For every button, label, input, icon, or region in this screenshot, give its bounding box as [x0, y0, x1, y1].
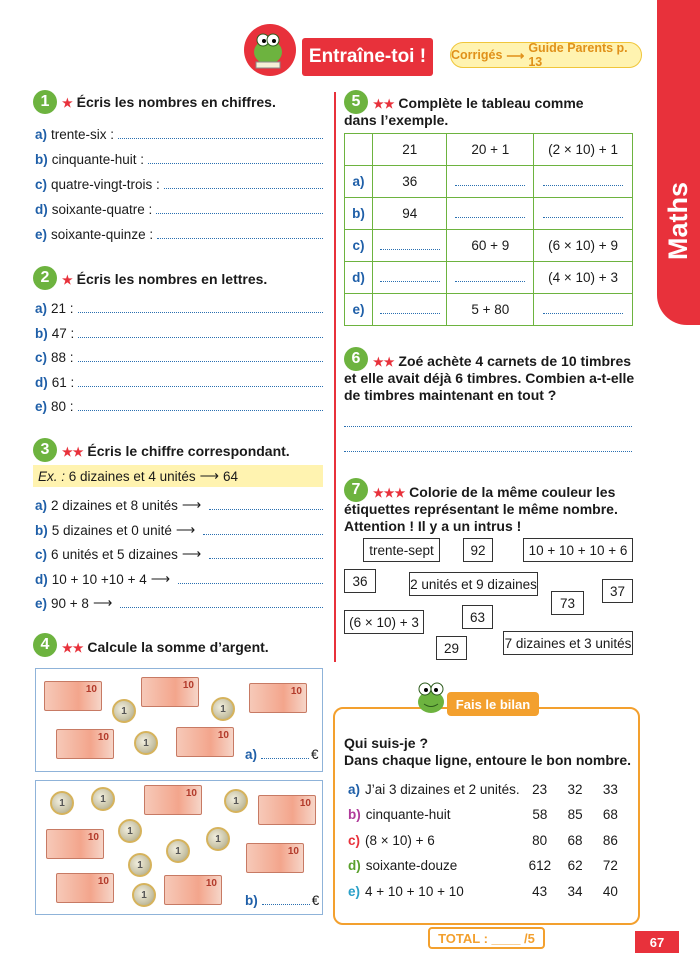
item-text: soixante-quinze :: [51, 227, 154, 242]
corriges-link[interactable]: [450, 42, 642, 68]
item-text: 2 dizaines et 8 unités: [51, 498, 178, 513]
ex3-number-badge: 3: [33, 438, 57, 462]
item-letter: c): [35, 177, 48, 192]
star-icon: ★★: [62, 445, 84, 459]
option-number[interactable]: 80: [532, 832, 548, 848]
label-tag[interactable]: 10 + 10 + 10 + 6: [523, 538, 633, 562]
ex7-line2: étiquettes représentant le même nombre.: [344, 501, 618, 517]
ex3-list: [35, 495, 323, 611]
table-cell: (6 × 10) + 9: [534, 230, 633, 262]
star-icon: ★★: [373, 97, 395, 111]
ex2-item: [35, 298, 323, 316]
frog-mascot-icon: [238, 18, 298, 78]
table-answer-cell[interactable]: [373, 294, 447, 326]
item-letter: a): [35, 127, 48, 142]
row-label: c): [345, 230, 373, 262]
coin-1-euro-icon: 1: [224, 789, 248, 813]
label-tag[interactable]: 36: [344, 569, 376, 593]
money-box-a: [35, 668, 323, 772]
coin-1-euro-icon: 1: [128, 853, 152, 877]
arrow-right-icon: ⟶: [175, 521, 196, 537]
item-letter: c): [35, 547, 48, 562]
ex2-item: [35, 347, 323, 365]
option-number[interactable]: 68: [567, 832, 583, 848]
coin-1-euro-icon: 1: [134, 731, 158, 755]
item-letter: e): [35, 596, 48, 611]
table-cell: (4 × 10) + 3: [534, 262, 633, 294]
arrow-right-icon: ⟶: [181, 497, 202, 512]
bilan-row: [348, 856, 628, 876]
currency-symbol: €: [311, 893, 320, 908]
row-label: d): [345, 262, 373, 294]
table-header-cell: (2 × 10) + 1: [534, 134, 633, 166]
star-icon: ★: [62, 273, 73, 287]
table-row: [345, 294, 633, 326]
row-label: b): [345, 198, 373, 230]
banknote-10-icon: [246, 843, 304, 873]
table-row: [345, 198, 633, 230]
star-icon: ★★: [62, 641, 84, 655]
answer-field[interactable]: [178, 583, 323, 584]
option-number[interactable]: 68: [602, 807, 618, 822]
row-text: 4 + 10 + 10 + 10: [365, 883, 464, 899]
table-cell: 36: [373, 166, 447, 198]
answer-field[interactable]: [148, 163, 323, 164]
answer-field[interactable]: [120, 607, 323, 608]
item-letter: d): [35, 374, 48, 390]
ex5-title-line2: dans l’exemple.: [344, 112, 449, 128]
ex5-title: [373, 95, 584, 113]
ex3-item: [35, 593, 323, 611]
ex3-item: [35, 569, 323, 587]
star-icon: ★: [62, 96, 73, 110]
item-letter: d): [35, 202, 48, 217]
option-number[interactable]: 43: [532, 883, 548, 899]
ex1-title: [62, 94, 276, 112]
table-answer-cell[interactable]: [534, 198, 633, 230]
item-letter: c): [35, 350, 48, 365]
table-row: [345, 262, 633, 294]
banknote-10-icon: [249, 683, 307, 713]
label-tag[interactable]: 73: [551, 591, 584, 615]
ex3-item: [35, 495, 323, 513]
ex7-number-badge: 7: [344, 478, 368, 502]
table-row: [345, 166, 633, 198]
ex7-line3: Attention ! Il y a un intrus !: [344, 518, 522, 534]
row-text: cinquante-huit: [365, 807, 451, 822]
ex1-item: [35, 199, 323, 217]
coin-1-euro-icon: 1: [166, 839, 190, 863]
ex1-number-badge: 1: [33, 90, 57, 114]
ex3-title: [62, 443, 290, 461]
ex2-title: [62, 271, 267, 289]
banknote-10-icon: [258, 795, 316, 825]
item-text: 80 :: [51, 399, 74, 414]
coin-1-euro-icon: 1: [112, 699, 136, 723]
banknote-10-icon: [56, 729, 114, 759]
answer-field[interactable]: [78, 312, 323, 313]
ex7-line1: [373, 484, 615, 502]
banknote-10-icon: [176, 727, 234, 757]
ex5-title-line1: Complète le tableau comme: [398, 95, 584, 111]
table-answer-cell[interactable]: [534, 294, 633, 326]
item-text: 10 + 10 +10 + 4: [51, 571, 147, 587]
banknote-10-icon: [56, 873, 114, 903]
ex6-line3: de timbres maintenant en tout ?: [344, 387, 557, 403]
currency-symbol: €: [311, 747, 319, 762]
table-answer-cell[interactable]: [447, 166, 534, 198]
ex2-item: [35, 396, 323, 414]
ex1-list: [35, 124, 323, 242]
table-answer-cell[interactable]: [447, 262, 534, 294]
answer-field[interactable]: [78, 337, 323, 338]
corriges-target: Guide Parents p. 13: [528, 41, 628, 69]
ex3-item: [35, 520, 323, 538]
star-icon: ★★★: [373, 486, 406, 500]
coin-1-euro-icon: 1: [91, 787, 115, 811]
table-header-cell: 21: [373, 134, 447, 166]
subject-tab-label: Maths: [663, 181, 693, 260]
ex7-line1-text: Colorie de la même couleur les: [409, 484, 616, 500]
page-title: Entraîne-toi !: [302, 38, 433, 76]
item-text: cinquante-huit :: [51, 152, 145, 167]
ex4-number-badge: 4: [33, 633, 57, 657]
row-letter: a): [348, 781, 361, 797]
option-number[interactable]: 23: [532, 781, 548, 797]
item-text: 21 :: [51, 301, 74, 316]
label-tag[interactable]: 29: [436, 636, 467, 660]
row-text: J’ai 3 dizaines et 2 unités.: [365, 781, 520, 797]
table-cell: 5 + 80: [447, 294, 534, 326]
item-text: 90 + 8: [51, 596, 89, 611]
row-letter: c): [348, 832, 361, 848]
table-cell: 60 + 9: [447, 230, 534, 262]
answer-field[interactable]: [164, 188, 323, 189]
bilan-tag: Fais le bilan: [447, 692, 539, 716]
ex2-item: [35, 323, 323, 341]
table-cell: 94: [373, 198, 447, 230]
answer-field[interactable]: [344, 421, 632, 427]
ex1-title-text: Écris les nombres en chiffres.: [76, 94, 276, 110]
answer-field[interactable]: [209, 509, 323, 510]
label-tag[interactable]: 37: [602, 579, 633, 603]
item-letter: b): [35, 152, 48, 167]
table-cell: [345, 134, 373, 166]
bilan-question1: Qui suis-je ?: [344, 735, 429, 751]
ex1-item: [35, 224, 323, 242]
ex6-line2: et elle avait déjà 6 timbres. Combien a-t-elle: [344, 370, 635, 386]
answer-a-label: a): [245, 747, 258, 762]
item-letter: d): [35, 571, 48, 587]
item-text: soixante-quatre :: [51, 202, 153, 217]
arrow-right-icon: ⟶: [199, 468, 219, 483]
label-tag[interactable]: trente-sept: [363, 538, 440, 562]
ex2-item: [35, 372, 323, 390]
option-number[interactable]: 612: [528, 858, 552, 873]
answer-field[interactable]: [78, 361, 323, 362]
banknote-10-icon: [141, 677, 199, 707]
star-icon: ★★: [373, 355, 395, 369]
row-text: (8 × 10) + 6: [365, 832, 435, 848]
table-header-cell: 20 + 1: [447, 134, 534, 166]
bilan-row: [348, 830, 628, 850]
option-number[interactable]: 62: [567, 858, 583, 873]
banknote-10-icon: [164, 875, 222, 905]
page-number: 67: [635, 931, 679, 953]
ex2-list: [35, 298, 323, 414]
banknote-10-icon: [44, 681, 102, 711]
answer-field[interactable]: [209, 558, 323, 559]
item-text: 47 :: [51, 325, 75, 341]
banknote-10-icon: [46, 829, 104, 859]
item-text: trente-six :: [51, 127, 115, 142]
example-text: 6 dizaines et 4 unités: [68, 468, 196, 484]
corriges-label: Corrigés: [451, 48, 503, 62]
option-number[interactable]: 72: [602, 858, 618, 873]
ex3-example: [33, 465, 323, 487]
answer-b-label: b): [245, 893, 258, 908]
table-answer-cell[interactable]: [373, 262, 447, 294]
answer-field[interactable]: [78, 386, 323, 387]
money-box-b: [35, 780, 323, 915]
option-number[interactable]: 40: [602, 883, 618, 899]
row-letter: e): [348, 883, 361, 899]
option-number[interactable]: 32: [567, 781, 583, 797]
option-number[interactable]: 86: [602, 832, 618, 848]
label-tag[interactable]: 7 dizaines et 3 unités: [503, 631, 633, 655]
frog-mascot-icon: [414, 676, 448, 716]
item-text: 5 dizaines et 0 unité: [51, 522, 172, 538]
bilan-question2: Dans chaque ligne, entoure le bon nombre.: [344, 752, 632, 768]
ex3-item: [35, 544, 323, 562]
ex1-item: [35, 149, 323, 167]
ex1-item: [35, 124, 323, 142]
bilan-row: [348, 881, 628, 901]
example-result: 64: [222, 468, 239, 484]
ex2-number-badge: 2: [33, 266, 57, 290]
item-letter: a): [35, 498, 48, 513]
bilan-row: [348, 779, 628, 799]
answer-field[interactable]: [157, 238, 323, 239]
label-tag[interactable]: 92: [463, 538, 493, 562]
row-text: soixante-douze: [365, 858, 458, 873]
arrow-right-icon: ⟶: [92, 595, 113, 610]
item-text: 6 unités et 5 dizaines: [51, 547, 178, 562]
item-letter: a): [35, 301, 48, 316]
option-number[interactable]: 34: [567, 883, 583, 899]
table-row: [345, 230, 633, 262]
item-text: 88 :: [51, 350, 74, 365]
coin-1-euro-icon: 1: [118, 819, 142, 843]
item-letter: b): [35, 325, 48, 341]
column-divider: [334, 92, 336, 662]
row-letter: d): [348, 858, 361, 873]
answer-a-field[interactable]: [261, 758, 309, 759]
table-answer-cell[interactable]: [373, 230, 447, 262]
row-letter: b): [348, 807, 361, 822]
option-number[interactable]: 85: [567, 807, 583, 822]
label-tag[interactable]: 63: [462, 605, 493, 629]
ex6-line1: [373, 353, 631, 371]
ex5-table: [344, 133, 633, 326]
row-label: a): [345, 166, 373, 198]
ex1-item: [35, 174, 323, 192]
label-tag[interactable]: (6 × 10) + 3: [344, 610, 424, 634]
ex6-number-badge: 6: [344, 347, 368, 371]
item-letter: e): [35, 227, 48, 242]
answer-field[interactable]: [156, 213, 323, 214]
table-header-row: [345, 134, 633, 166]
arrow-right-icon: ⟶: [150, 570, 171, 586]
ex4-title-text: Calcule la somme d’argent.: [87, 639, 269, 655]
coin-1-euro-icon: 1: [211, 697, 235, 721]
answer-field[interactable]: [78, 410, 323, 411]
ex5-number-badge: 5: [344, 90, 368, 114]
banknote-10-icon: [144, 785, 202, 815]
bilan-row: [348, 805, 628, 825]
arrow-right-icon: ⟶: [506, 48, 525, 63]
option-number[interactable]: 33: [602, 781, 618, 797]
coin-1-euro-icon: 1: [206, 827, 230, 851]
answer-field[interactable]: [344, 446, 632, 452]
item-text: quatre-vingt-trois :: [51, 177, 160, 192]
example-prefix: Ex. :: [38, 468, 66, 484]
item-letter: e): [35, 399, 48, 414]
table-answer-cell[interactable]: [534, 166, 633, 198]
total-score: TOTAL : ____ /5: [428, 927, 545, 949]
ex4-title: [62, 639, 269, 657]
row-label: e): [345, 294, 373, 326]
coin-1-euro-icon: 1: [50, 791, 74, 815]
ex3-title-text: Écris le chiffre correspondant.: [87, 443, 290, 459]
answer-field[interactable]: [118, 138, 323, 139]
table-answer-cell[interactable]: [447, 198, 534, 230]
bilan-list: [348, 779, 628, 901]
arrow-right-icon: ⟶: [181, 546, 202, 561]
answer-b: [245, 893, 319, 908]
option-number[interactable]: 58: [532, 807, 548, 822]
subject-tab: [657, 0, 700, 325]
answer-field[interactable]: [203, 534, 323, 535]
answer-b-field[interactable]: [262, 904, 310, 905]
label-tag[interactable]: 2 unités et 9 dizaines: [409, 572, 538, 596]
ex2-title-text: Écris les nombres en lettres.: [76, 271, 268, 287]
coin-1-euro-icon: 1: [132, 883, 156, 907]
answer-a: [245, 747, 319, 762]
item-letter: b): [35, 522, 48, 538]
item-text: 61 :: [51, 374, 75, 390]
ex6-line1-text: Zoé achète 4 carnets de 10 timbres: [398, 353, 632, 369]
